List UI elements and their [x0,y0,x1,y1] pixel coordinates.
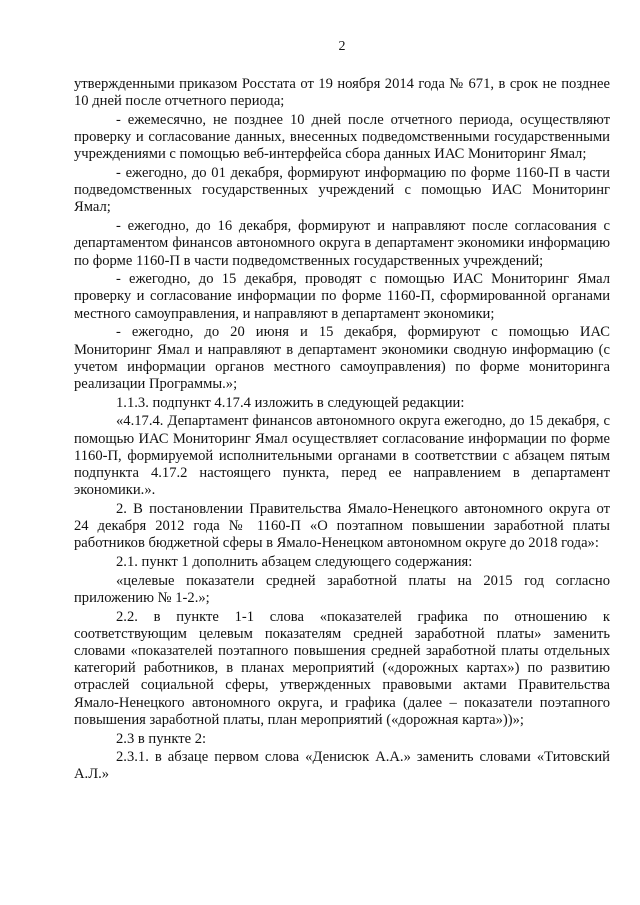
paragraph-13: 2.3 в пункте 2: [116,730,207,747]
paragraph-14: 2.3.1. в абзаце первом слова «Денисюк А.А.» заменить словами «Титовский А.Л.» [74,749,610,783]
paragraph-8: «4.17.4. Департамент финансов автономного округа ежегодно, до 15 декабря, с помощью ИАС Мониторинг Ямал осуществляет согласование информации по форме 1160-П, формируемой исполнительными органами в соответствии с абзацем пятым подпункта 4.17.2 настоящего пункта, перед ее направлением в департамент экономики.». [74,413,610,499]
paragraph-12: 2.2. в пункте 1-1 слова «показателей графика по отношению к соответствующим целевым показателям средней заработной платы» заменить словами «показателей поэтапного повышения средней заработной платы отдельных категорий работников, в планах мероприятий («дорожных картах») по развитию отраслей социальной сферы, утвержденных правовыми актами Правительства Ямало-Ненецкого автономного округа, и графика (далее – показатели поэтапного повышения заработной платы, план мероприятий («дорожная карта»))»; [74,608,610,728]
paragraph-7: 1.1.3. подпункт 4.17.4 изложить в следующей редакции: [116,394,465,411]
paragraph-10: 2.1. пункт 1 дополнить абзацем следующего содержания: [116,553,473,570]
paragraph-11: «целевые показатели средней заработной платы на 2015 год согласно приложению № 1-2.»; [74,572,610,606]
paragraph-6: - ежегодно, до 20 июня и 15 декабря, формируют с помощью ИАС Мониторинг Ямал и направляют в департамент экономики сводную информацию (с учетом информации органов местного самоуправления) по форме мониторинга реализации Программы.»; [74,324,610,392]
page-number: 2 [338,39,346,54]
paragraph-5: - ежегодно, до 15 декабря, проводят с помощью ИАС Мониторинг Ямал проверку и согласование информации по форме 1160-П, сформированной органами местного самоуправления, и направляют в департамент экономики; [74,271,610,322]
paragraph-3: - ежегодно, до 01 декабря, формируют информацию по форме 1160-П в части подведомственных государственных учреждений с помощью ИАС Мониторинг Ямал; [74,165,610,216]
paragraph-9: 2. В постановлении Правительства Ямало-Ненецкого автономного округа от 24 декабря 2012 года № 1160-П «О поэтапном повышении заработной платы работников бюджетной сферы в Ямало-Ненецком автономном округе до 2018 года»: [74,500,610,552]
paragraph-4: - ежегодно, до 16 декабря, формируют и направляют после согласования с департаментом финансов автономного округа в департамент экономики информацию по форме 1160-П в части подведомственных государственных учреждений; [74,218,610,269]
paragraph-2: - ежемесячно, не позднее 10 дней после отчетного периода, осуществляют проверку и согласование данных, внесенных подведомственными государственными учреждениями с помощью веб-интерфейса сбора данных ИАС Мониторинг Ямал; [74,111,610,163]
paragraph-1: утвержденными приказом Росстата от 19 ноября 2014 года № 671, в срок не позднее 10 дней после отчетного периода; [74,76,610,110]
